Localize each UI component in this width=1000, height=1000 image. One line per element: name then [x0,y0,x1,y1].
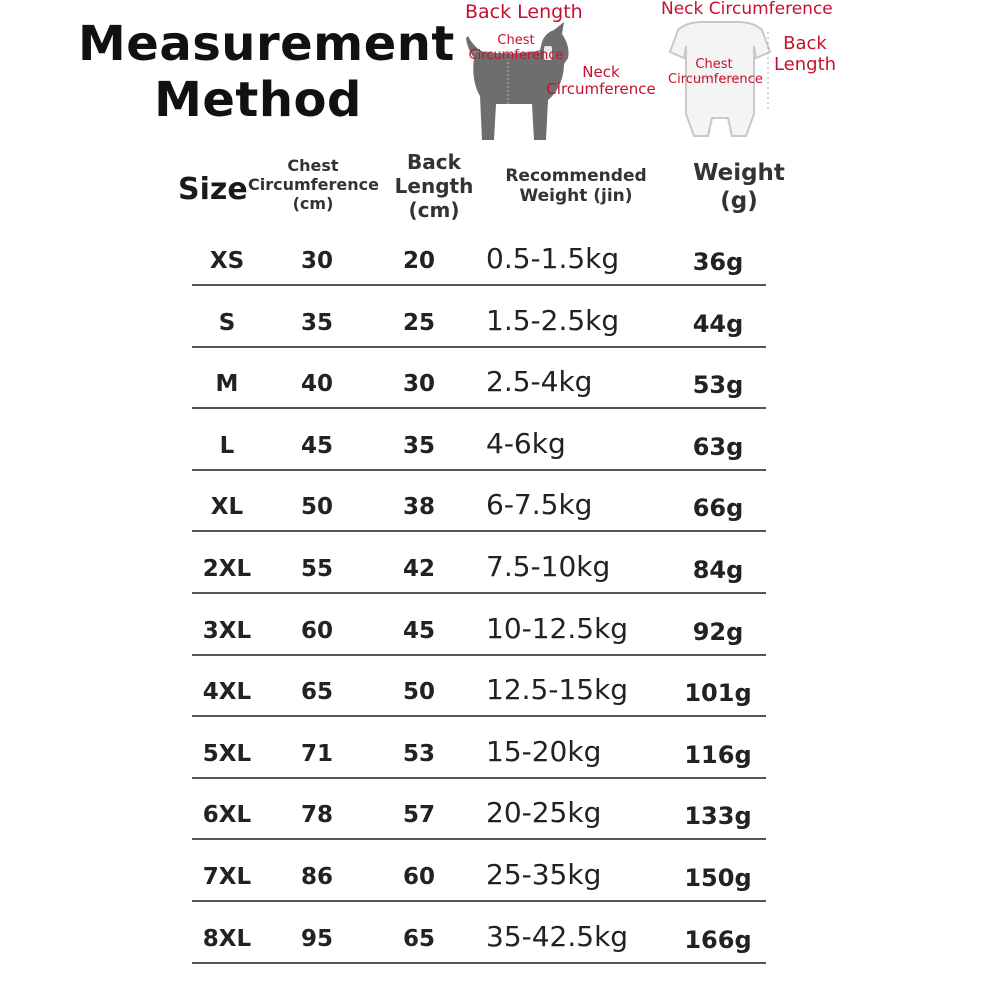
header-weight [684,160,794,215]
row-recommended-weight: 12.5-15kg [486,673,629,707]
title-line-2: Method [154,72,362,128]
row-size: S [218,309,236,336]
row-back-length: 53 [402,740,435,767]
garment-back-label-line-2: Length [773,53,837,75]
page-title [78,16,455,128]
row-divider [192,407,766,409]
row-chest: 95 [300,925,333,952]
header-recommended-weight [496,166,656,207]
row-size: 8XL [202,925,252,952]
dog-neck-label-line-2: Circumference [546,80,656,99]
garment-back-length-label [772,34,838,75]
row-divider [192,469,766,471]
garment-chest-label [668,57,763,88]
row-divider [192,962,766,964]
garment-chest-label-line-2: Circumference [668,71,763,87]
row-weight: 150g [684,864,752,892]
row-divider [192,838,766,840]
row-recommended-weight: 1.5-2.5kg [486,303,620,337]
row-chest: 86 [300,864,333,890]
row-recommended-weight: 2.5-4kg [486,365,593,399]
row-back-length: 20 [402,248,435,274]
row-size: 2XL [202,556,252,582]
garment-chest-label-line-1: Chest [695,57,733,72]
header-chest [248,156,378,214]
row-back-length: 30 [402,371,435,398]
row-back-length: 50 [402,679,435,706]
row-chest: 55 [300,556,333,582]
dog-neck-label [544,64,658,99]
header-rec-line-1: Recommended [505,166,647,186]
row-chest: 71 [300,740,333,767]
row-weight: 133g [684,802,752,831]
row-size: 7XL [202,864,252,890]
header-weight-line-1: Weight [693,160,785,186]
row-back-length: 35 [402,432,435,459]
row-recommended-weight: 35-42.5kg [486,919,629,953]
row-weight: 44g [692,309,744,338]
row-back-length: 25 [402,309,435,336]
header-chest-line-3: (cm) [292,194,334,214]
header-chest-line-1: Chest [287,156,339,175]
garment-neck-label: Neck Circumference [661,0,833,19]
row-divider [192,592,766,594]
row-back-length: 38 [402,494,435,521]
row-recommended-weight: 7.5-10kg [486,550,611,583]
measurement-diagram [440,0,1000,150]
header-back-line-1: Back [407,150,461,174]
row-chest: 45 [300,432,333,459]
row-chest: 78 [300,802,333,829]
row-weight: 166g [684,925,752,954]
row-chest: 40 [300,371,333,398]
row-divider [192,900,766,902]
row-weight: 116g [684,740,752,769]
row-recommended-weight: 10-12.5kg [486,611,629,645]
row-size: 5XL [202,740,252,767]
row-recommended-weight: 6-7.5kg [486,488,593,522]
row-back-length: 57 [402,802,435,829]
header-back [388,150,480,222]
row-recommended-weight: 0.5-1.5kg [486,242,620,275]
header-rec-line-2: Weight (jin) [519,186,633,207]
row-divider [192,346,766,348]
row-size: L [219,432,235,459]
row-chest: 30 [300,248,333,274]
row-divider [192,777,766,779]
dog-chest-label-line-1: Chest [497,33,535,48]
row-weight: 84g [692,556,744,584]
row-chest: 65 [300,679,333,706]
row-weight: 53g [692,371,744,400]
row-recommended-weight: 15-20kg [486,734,602,768]
row-divider [192,284,766,286]
row-weight: 63g [692,432,744,461]
row-size: M [215,371,239,398]
row-size: 6XL [202,802,252,829]
row-chest: 60 [300,617,333,644]
row-weight: 92g [692,617,744,646]
dog-chest-label-line-2: Circumference [468,47,564,63]
dog-chest-label [456,34,576,64]
header-size: Size [178,172,248,207]
row-weight: 36g [692,248,744,276]
dog-neck-label-line-1: Neck [582,63,620,81]
row-chest: 50 [300,494,333,521]
dog-back-length-label: Back Length [465,1,583,23]
title-line-1: Measurement [78,16,455,72]
garment-back-label-line-1: Back [783,33,827,54]
row-recommended-weight: 25-35kg [486,858,602,891]
row-divider [192,530,766,532]
row-size: XS [209,248,245,274]
row-chest: 35 [300,309,333,336]
row-weight: 66g [692,494,744,523]
row-recommended-weight: 4-6kg [486,426,566,460]
row-divider [192,715,766,717]
row-back-length: 65 [402,925,435,952]
header-back-line-2: Length [394,174,474,198]
row-divider [192,654,766,656]
header-chest-line-2: Circumference [248,175,379,195]
row-size: 4XL [202,679,252,706]
row-weight: 101g [684,679,752,708]
row-back-length: 42 [402,556,435,582]
row-back-length: 45 [402,617,435,644]
header-back-line-3: (cm) [408,198,460,222]
row-recommended-weight: 20-25kg [486,796,602,830]
header-weight-line-2: (g) [720,187,758,214]
row-back-length: 60 [402,864,435,890]
row-size: XL [210,494,244,521]
row-size: 3XL [202,617,252,644]
